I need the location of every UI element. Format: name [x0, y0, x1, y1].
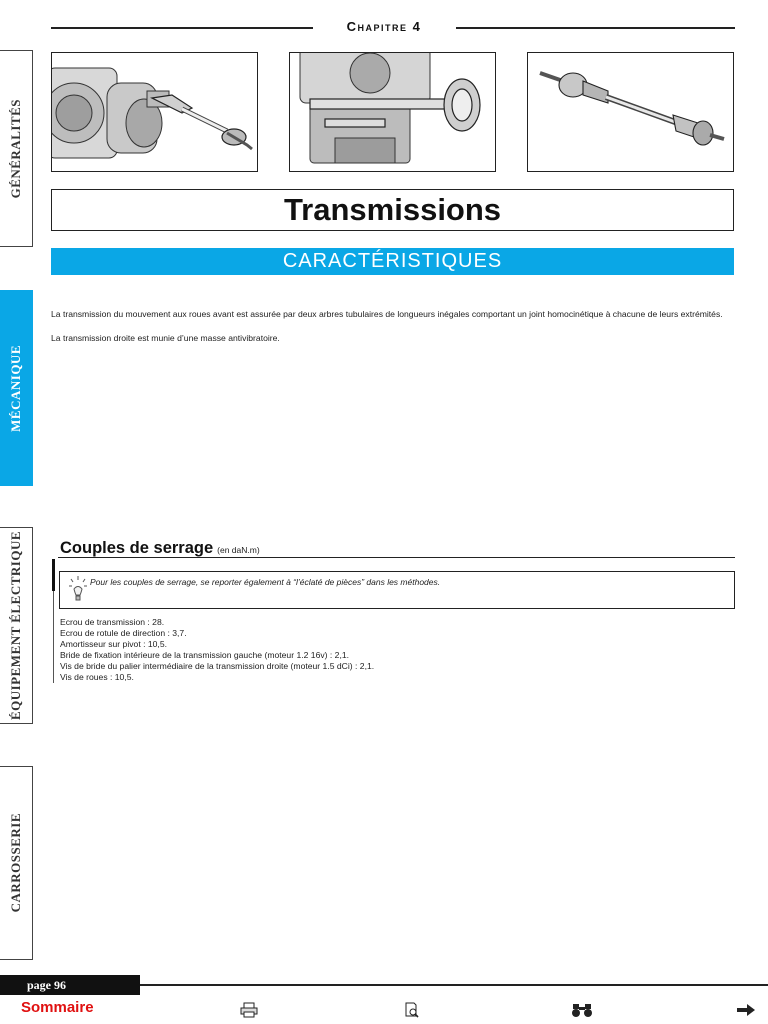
chapter-title: Chapitre 4 — [346, 19, 422, 34]
couples-heading — [60, 539, 260, 558]
header-rule-right — [456, 27, 735, 29]
list-item: Ecrou de rotule de direction : 3,7. — [60, 627, 187, 638]
couples-unit: (en daN.m) — [217, 545, 260, 555]
tab-carrosserie-label: CARROSSERIE — [8, 813, 23, 913]
illustration-gearbox-center — [289, 52, 496, 172]
note-text: Pour les couples de serrage, se reporter également à “l’éclaté de pièces” dans les méthodes. — [90, 577, 441, 587]
section-bar — [51, 248, 734, 275]
section-title: CARACTÉRISTIQUES — [282, 250, 503, 272]
section-marker-line — [53, 591, 54, 683]
tab-generalites-label: GÉNÉRALITÉS — [8, 98, 23, 199]
tab-mecanique-label: MÉCANIQUE — [8, 344, 23, 432]
note-box — [59, 571, 735, 609]
tab-equipement-electrique-label: ÉQUIPEMENT ÉLECTRIQUE — [8, 530, 23, 721]
illustration-driveshaft — [527, 52, 734, 172]
page-number: page 96 — [27, 977, 66, 992]
tab-equipement-electrique[interactable] — [0, 527, 33, 724]
couples-heading-text: Couples de serrage — [60, 539, 214, 557]
list-item: Amortisseur sur pivot : 10,5. — [60, 638, 167, 649]
arrow-right-icon[interactable] — [736, 1002, 756, 1023]
section-marker — [52, 559, 55, 591]
list-item: Vis de bride du palier intermédiaire de la transmission droite (moteur 1.5 dCi) : 2,1. — [60, 660, 375, 671]
page-title: Transmissions — [283, 192, 502, 227]
intro-paragraph-1: La transmission du mouvement aux roues avant est assurée par deux arbres tubulaires de longueurs inégales comportant un joint homocinétique à chacune de leurs extrémités. — [51, 309, 723, 319]
header-rule-left — [51, 27, 313, 29]
list-item: Ecrou de transmission : 28. — [60, 617, 165, 627]
intro-paragraph-2: La transmission droite est munie d’une masse antivibratoire. — [51, 333, 280, 343]
printer-icon[interactable] — [240, 1002, 258, 1023]
page-title-box — [51, 189, 734, 231]
list-item: Vis de roues : 10,5. — [60, 671, 134, 682]
tab-mecanique[interactable] — [0, 290, 33, 486]
torque-list — [60, 617, 374, 682]
list-item: Bride de fixation intérieure de la transmission gauche (moteur 1.2 16v) : 2,1. — [60, 649, 349, 660]
illustration-gearbox-left — [51, 52, 258, 172]
couples-rule — [58, 557, 735, 558]
lightbulb-icon — [68, 575, 88, 610]
page-number-tag — [0, 975, 140, 995]
search-document-icon[interactable] — [404, 1002, 420, 1023]
sommaire-link[interactable]: Sommaire — [21, 999, 94, 1016]
tab-carrosserie[interactable] — [0, 766, 33, 960]
tab-generalites[interactable] — [0, 50, 33, 247]
binoculars-icon[interactable] — [571, 1002, 593, 1023]
